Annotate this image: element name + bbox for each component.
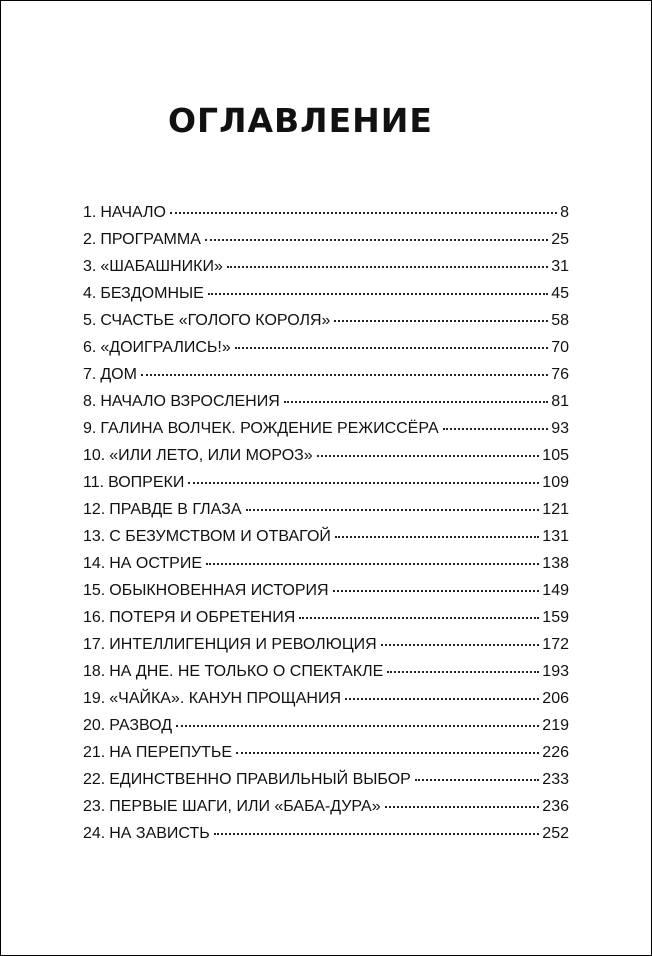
toc-entry-number: 24. bbox=[83, 825, 106, 842]
toc-entry[interactable] bbox=[83, 685, 569, 712]
toc-entry-number: 4. bbox=[83, 285, 97, 302]
toc-entry-number: 18. bbox=[83, 663, 106, 680]
toc-entry-page-number: 105 bbox=[542, 447, 569, 464]
toc-entry[interactable] bbox=[83, 712, 569, 739]
dot-leader bbox=[333, 590, 540, 592]
toc-entry-page-number: 219 bbox=[542, 717, 569, 734]
toc-entry[interactable] bbox=[83, 469, 569, 496]
toc-entry-page-number: 172 bbox=[542, 636, 569, 653]
toc-entry-title: НА ДНЕ. НЕ ТОЛЬКО О СПЕКТАКЛЕ bbox=[109, 663, 384, 680]
toc-entry-page-number: 31 bbox=[551, 258, 569, 275]
toc-entry-title: «ДОИГРАЛИСЬ!» bbox=[100, 339, 231, 356]
dot-leader bbox=[387, 671, 539, 673]
toc-entry[interactable] bbox=[83, 604, 569, 631]
toc-entry-page-number: 70 bbox=[551, 339, 569, 356]
toc-entry-title: С БЕЗУМСТВОМ И ОТВАГОЙ bbox=[109, 528, 331, 545]
toc-entry-page-number: 93 bbox=[551, 420, 569, 437]
toc-entry-title: ДОМ bbox=[100, 366, 137, 383]
toc-entry-number: 5. bbox=[83, 312, 97, 329]
table-of-contents bbox=[83, 199, 569, 847]
toc-entry[interactable] bbox=[83, 577, 569, 604]
toc-entry-number: 10. bbox=[83, 447, 106, 464]
toc-entry-title: ГАЛИНА ВОЛЧЕК. РОЖДЕНИЕ РЕЖИССЁРА bbox=[100, 420, 439, 437]
toc-entry-number: 23. bbox=[83, 798, 106, 815]
toc-entry[interactable] bbox=[83, 199, 569, 226]
toc-entry-title: ПРОГРАММА bbox=[100, 231, 201, 248]
toc-entry-number: 15. bbox=[83, 582, 106, 599]
dot-leader bbox=[317, 455, 540, 457]
toc-entry-page-number: 81 bbox=[551, 393, 569, 410]
toc-entry[interactable] bbox=[83, 307, 569, 334]
toc-entry-title: БЕЗДОМНЫЕ bbox=[100, 285, 204, 302]
dot-leader bbox=[208, 293, 548, 295]
toc-entry-number: 14. bbox=[83, 555, 106, 572]
toc-entry[interactable] bbox=[83, 280, 569, 307]
dot-leader bbox=[235, 347, 548, 349]
dot-leader bbox=[227, 266, 548, 268]
toc-entry-number: 3. bbox=[83, 258, 97, 275]
dot-leader bbox=[141, 374, 548, 376]
toc-entry-number: 22. bbox=[83, 771, 106, 788]
toc-entry-title: НА ПЕРЕПУТЬЕ bbox=[109, 744, 233, 761]
toc-entry-number: 17. bbox=[83, 636, 106, 653]
toc-entry-page-number: 159 bbox=[542, 609, 569, 626]
toc-entry-title: ПРАВДЕ В ГЛАЗА bbox=[109, 501, 242, 518]
toc-entry[interactable] bbox=[83, 253, 569, 280]
toc-entry-title: «ЧАЙКА». КАНУН ПРОЩАНИЯ bbox=[109, 690, 342, 707]
toc-entry-title: ЕДИНСТВЕННО ПРАВИЛЬНЫЙ ВЫБОР bbox=[109, 771, 411, 788]
toc-entry-title: СЧАСТЬЕ «ГОЛОГО КОРОЛЯ» bbox=[100, 312, 331, 329]
dot-leader bbox=[206, 563, 539, 565]
toc-entry-title: «ШАБАШНИКИ» bbox=[100, 258, 223, 275]
toc-entry-title: ПЕРВЫЕ ШАГИ, ИЛИ «БАБА-ДУРА» bbox=[109, 798, 381, 815]
toc-entry-number: 20. bbox=[83, 717, 106, 734]
dot-leader bbox=[188, 482, 539, 484]
toc-entry-title: ОБЫКНОВЕННАЯ ИСТОРИЯ bbox=[109, 582, 329, 599]
toc-entry-title: ВОПРЕКИ bbox=[108, 474, 185, 491]
toc-entry-number: 8. bbox=[83, 393, 97, 410]
dot-leader bbox=[443, 428, 549, 430]
toc-entry-number: 12. bbox=[83, 501, 106, 518]
toc-entry-number: 6. bbox=[83, 339, 97, 356]
toc-entry-title: НАЧАЛО ВЗРОСЛЕНИЯ bbox=[100, 393, 280, 410]
toc-entry-title: НА ЗАВИСТЬ bbox=[109, 825, 210, 842]
toc-entry-number: 13. bbox=[83, 528, 106, 545]
dot-leader bbox=[214, 833, 540, 835]
toc-entry-page-number: 149 bbox=[542, 582, 569, 599]
toc-entry-title: ПОТЕРЯ И ОБРЕТЕНИЯ bbox=[109, 609, 296, 626]
dot-leader bbox=[170, 212, 557, 214]
toc-entry-page-number: 233 bbox=[542, 771, 569, 788]
toc-entry-number: 21. bbox=[83, 744, 106, 761]
toc-entry[interactable] bbox=[83, 550, 569, 577]
toc-entry[interactable] bbox=[83, 442, 569, 469]
toc-entry-page-number: 8 bbox=[560, 204, 569, 221]
dot-leader bbox=[205, 239, 548, 241]
toc-entry-number: 11. bbox=[83, 474, 105, 491]
toc-entry-number: 16. bbox=[83, 609, 106, 626]
dot-leader bbox=[334, 320, 548, 322]
toc-entry[interactable] bbox=[83, 766, 569, 793]
toc-entry[interactable] bbox=[83, 334, 569, 361]
toc-entry-number: 7. bbox=[83, 366, 97, 383]
toc-entry-title: НА ОСТРИЕ bbox=[109, 555, 203, 572]
toc-entry-page-number: 138 bbox=[542, 555, 569, 572]
toc-entry-page-number: 236 bbox=[542, 798, 569, 815]
dot-leader bbox=[385, 806, 540, 808]
toc-entry-page-number: 109 bbox=[542, 474, 569, 491]
dot-leader bbox=[415, 779, 539, 781]
toc-entry-number: 2. bbox=[83, 231, 97, 248]
toc-entry-page-number: 45 bbox=[551, 285, 569, 302]
dot-leader bbox=[381, 644, 540, 646]
dot-leader bbox=[284, 401, 548, 403]
toc-entry-page-number: 252 bbox=[542, 825, 569, 842]
toc-entry[interactable] bbox=[83, 361, 569, 388]
toc-entry-page-number: 226 bbox=[542, 744, 569, 761]
toc-entry[interactable] bbox=[83, 631, 569, 658]
toc-entry-page-number: 121 bbox=[542, 501, 569, 518]
toc-entry-page-number: 206 bbox=[542, 690, 569, 707]
toc-entry-number: 19. bbox=[83, 690, 106, 707]
toc-entry-number: 9. bbox=[83, 420, 97, 437]
toc-entry[interactable] bbox=[83, 388, 569, 415]
toc-entry[interactable] bbox=[83, 820, 569, 847]
dot-leader bbox=[299, 617, 539, 619]
toc-entry-number: 1. bbox=[83, 204, 97, 221]
toc-entry-page-number: 58 bbox=[551, 312, 569, 329]
dot-leader bbox=[345, 698, 539, 700]
dot-leader bbox=[246, 509, 540, 511]
toc-entry[interactable] bbox=[83, 415, 569, 442]
dot-leader bbox=[236, 752, 539, 754]
toc-entry-title: «ИЛИ ЛЕТО, ИЛИ МОРОЗ» bbox=[109, 447, 313, 464]
toc-entry-title: НАЧАЛО bbox=[100, 204, 166, 221]
toc-entry-title: РАЗВОД bbox=[109, 717, 173, 734]
toc-entry[interactable] bbox=[83, 793, 569, 820]
toc-entry[interactable] bbox=[83, 496, 569, 523]
dot-leader bbox=[335, 536, 539, 538]
toc-entry-page-number: 76 bbox=[551, 366, 569, 383]
toc-entry[interactable] bbox=[83, 658, 569, 685]
toc-entry-page-number: 131 bbox=[542, 528, 569, 545]
toc-entry[interactable] bbox=[83, 739, 569, 766]
toc-entry-page-number: 25 bbox=[551, 231, 569, 248]
toc-entry-title: ИНТЕЛЛИГЕНЦИЯ И РЕВОЛЮЦИЯ bbox=[109, 636, 377, 653]
toc-entry[interactable] bbox=[83, 523, 569, 550]
toc-entry[interactable] bbox=[83, 226, 569, 253]
toc-entry-page-number: 193 bbox=[542, 663, 569, 680]
dot-leader bbox=[176, 725, 539, 727]
page-title: ОГЛАВЛЕНИЕ bbox=[168, 101, 433, 140]
